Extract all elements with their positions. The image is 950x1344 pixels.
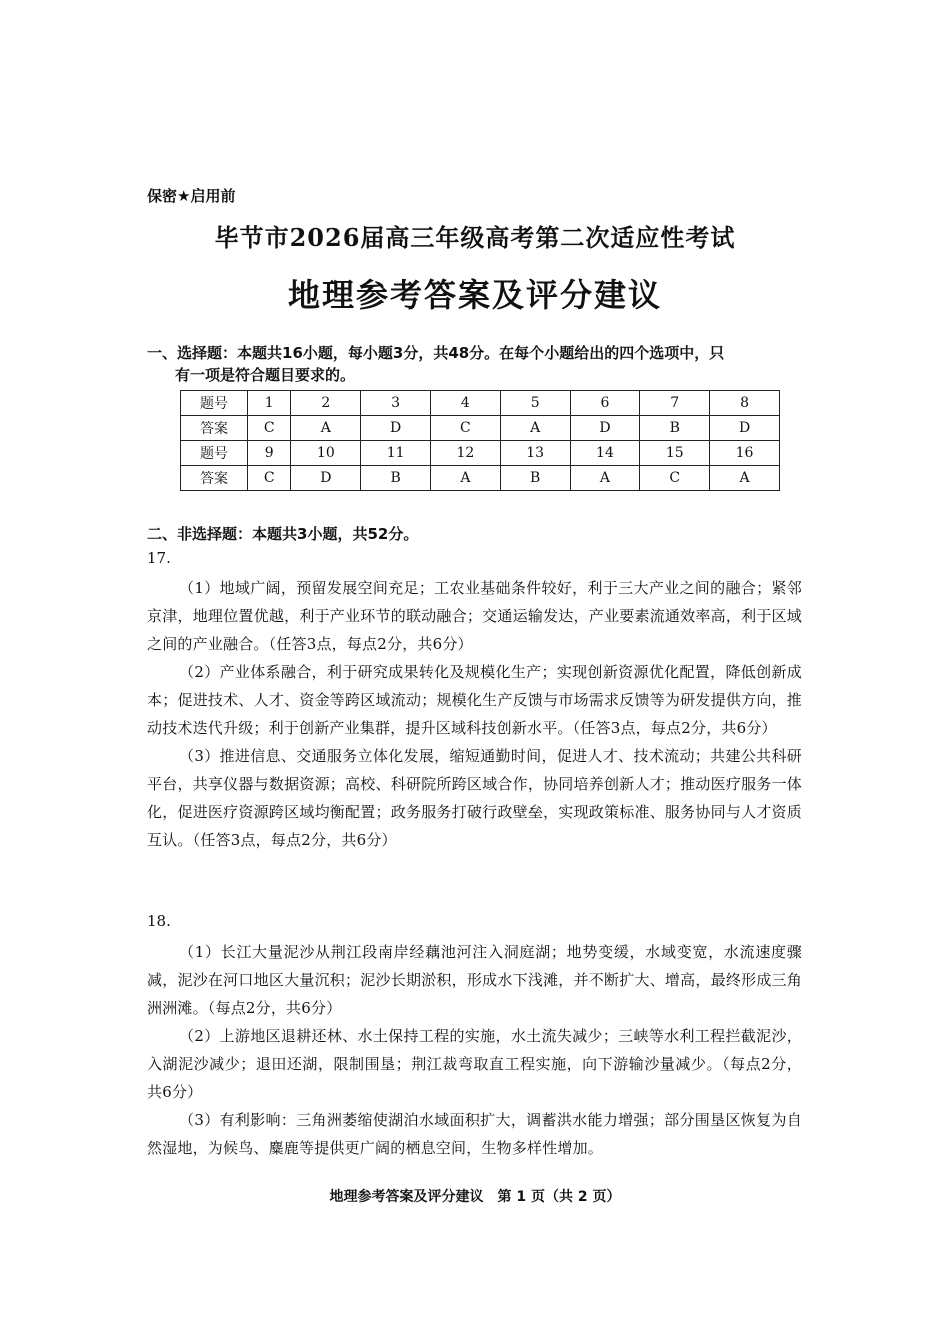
table-cell: 15 (640, 441, 710, 466)
table-cell: 14 (570, 441, 640, 466)
answer-table (180, 390, 780, 491)
table-cell: 4 (431, 391, 501, 416)
page-footer: 地理参考答案及评分建议 第 1 页（共 2 页） (329, 1189, 621, 1205)
table-cell: 11 (361, 441, 431, 466)
table-row (181, 441, 780, 466)
table-cell: 3 (361, 391, 431, 416)
table-cell: 7 (640, 391, 710, 416)
answer-paragraph: （1）地域广阔，预留发展空间充足；工农业基础条件较好，利于三大产业之间的融合；紧邻京津，地理位置优越，利于产业环节的联动融合；交通运输发达，产业要素流通效率高，利于区域之间的产业融合。（任答3点，每点2分，共6分） (147, 579, 802, 653)
question-18-answers (147, 938, 802, 1162)
table-row (181, 391, 780, 416)
answer-paragraph: （3）推进信息、交通服务立体化发展，缩短通勤时间，促进人才、技术流动；共建公共科研平台，共享仪器与数据资源；高校、科研院所跨区域合作，协同培养创新人才；推动医疗服务一体化，促进医疗资源跨区域均衡配置；政务服务打破行政壁垒，实现政策标准、服务协同与人才资质互认。（任答3点，每点2分，共6分） (147, 747, 802, 849)
table-cell: A (431, 466, 501, 491)
table-cell: 5 (500, 391, 570, 416)
table-cell: B (361, 466, 431, 491)
table-row (181, 416, 780, 441)
table-cell: 9 (248, 441, 291, 466)
confidential-label: 保密★启用前 (147, 187, 236, 205)
table-cell: 10 (291, 441, 361, 466)
table-cell: C (248, 416, 291, 441)
table-cell: D (570, 416, 640, 441)
table-label-cell: 题号 (181, 391, 248, 416)
question-18-number: 18. (147, 912, 171, 930)
table-cell: 1 (248, 391, 291, 416)
table-cell: A (710, 466, 780, 491)
section1-heading (147, 342, 807, 386)
table-cell: C (248, 466, 291, 491)
section2-heading: 二、非选择题：本题共3小题，共52分。 (147, 525, 419, 543)
answer-paragraph: （1）长江大量泥沙从荆江段南岸经藕池河注入洞庭湖；地势变缓，水域变宽，水流速度骤减，泥沙在河口地区大量沉积；泥沙长期淤积，形成水下浅滩，并不断扩大、增高，最终形成三角洲洲滩。（每点2分，共6分） (147, 943, 802, 1017)
table-cell: 2 (291, 391, 361, 416)
table-cell: 13 (500, 441, 570, 466)
table-cell: C (640, 466, 710, 491)
table-cell: D (361, 416, 431, 441)
question-17-number: 17. (147, 549, 171, 567)
table-cell: C (431, 416, 501, 441)
table-cell: B (640, 416, 710, 441)
exam-title: 毕节市2026届高三年级高考第二次适应性考试 (214, 223, 736, 252)
table-cell: 16 (710, 441, 780, 466)
table-label-cell: 题号 (181, 441, 248, 466)
question-17-answers (147, 574, 802, 854)
table-label-cell: 答案 (181, 416, 248, 441)
section1-heading-line2: 有一项是符合题目要求的。 (175, 366, 356, 384)
answer-paragraph: （2）上游地区退耕还林、水土保持工程的实施，水土流失减少；三峡等水利工程拦截泥沙，入湖泥沙减少；退田还湖，限制围垦；荆江裁弯取直工程实施，向下游输沙量减少。（每点2分，共6分） (147, 1027, 802, 1101)
table-cell: 6 (570, 391, 640, 416)
answer-paragraph: （2）产业体系融合，利于研究成果转化及规模化生产；实现创新资源优化配置，降低创新成本；促进技术、人才、资金等跨区域流动；规模化生产反馈与市场需求反馈等为研发提供方向，推动技术迭代升级；利于创新产业集群，提升区域科技创新水平。（任答3点，每点2分，共6分） (147, 663, 802, 737)
table-row (181, 466, 780, 491)
table-cell: A (500, 416, 570, 441)
table-cell: D (291, 466, 361, 491)
document-title: 地理参考答案及评分建议 (287, 276, 662, 314)
table-cell: D (710, 416, 780, 441)
section1-heading-line1: 一、选择题：本题共16小题，每小题3分，共48分。在每个小题给出的四个选项中，只 (147, 344, 725, 362)
table-label-cell: 答案 (181, 466, 248, 491)
table-cell: B (500, 466, 570, 491)
answer-paragraph: （3）有利影响：三角洲萎缩使湖泊水域面积扩大，调蓄洪水能力增强；部分围垦区恢复为自然湿地，为候鸟、麋鹿等提供更广阔的栖息空间，生物多样性增加。 (147, 1111, 802, 1157)
table-cell: 12 (431, 441, 501, 466)
table-cell: A (570, 466, 640, 491)
table-cell: 8 (710, 391, 780, 416)
table-cell: A (291, 416, 361, 441)
